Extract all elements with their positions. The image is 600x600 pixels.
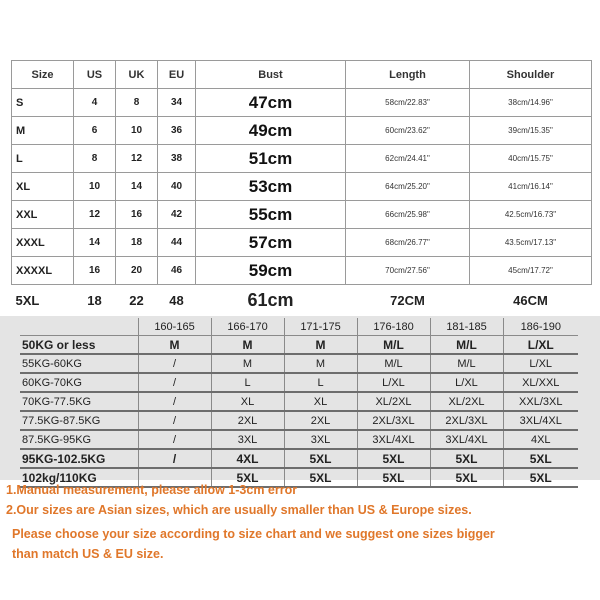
recommended-size: M [284, 336, 357, 355]
recommended-size: L/XL [503, 354, 578, 373]
weight-range: 102kg/110KG [20, 468, 138, 487]
note-asian-sizes: 2.Our sizes are Asian sizes, which are usually smaller than US & Europe sizes. [6, 503, 472, 517]
row-eu: 38 [158, 145, 196, 173]
recommended-size: XL [284, 392, 357, 411]
row-eu: 42 [158, 201, 196, 229]
row-uk: 12 [116, 145, 158, 173]
row-us: 10 [74, 173, 116, 201]
recommended-size: 3XL/4XL [503, 411, 578, 430]
recommended-size: L/XL [357, 373, 430, 392]
recommended-size: / [138, 354, 211, 373]
recommended-size: 5XL [430, 449, 503, 468]
size-row [12, 145, 592, 173]
recommended-size: 3XL [211, 430, 284, 449]
size-row [12, 117, 592, 145]
row-shoulder: 45cm/17.72" [470, 257, 592, 285]
row-uk: 16 [116, 201, 158, 229]
row-size: XXXL [12, 229, 74, 257]
recommended-size: M/L [430, 354, 503, 373]
recommended-size: XL/2XL [357, 392, 430, 411]
row-uk: 14 [116, 173, 158, 201]
recommended-size: L [284, 373, 357, 392]
weight-range: 77.5KG-87.5KG [20, 411, 138, 430]
row-bust: 55cm [196, 201, 346, 229]
weight-range: 50KG or less [20, 336, 138, 355]
size-chart-header-row [12, 61, 592, 89]
recommended-size: 5XL [284, 468, 357, 487]
weight-row [20, 373, 578, 392]
row-us: 4 [74, 89, 116, 117]
size-notes [6, 480, 596, 564]
weight-row [20, 336, 578, 355]
row-length: 58cm/22.83" [346, 89, 470, 117]
row-shoulder: 39cm/15.35" [470, 117, 592, 145]
size-row [12, 201, 592, 229]
note-choose-size-cont: than match US & EU size. [12, 547, 164, 561]
size-row [12, 229, 592, 257]
recommended-size: 4XL [503, 430, 578, 449]
row-uk: 22 [129, 292, 144, 308]
recommended-size: M [211, 354, 284, 373]
row-eu: 36 [158, 117, 196, 145]
row-eu: 46 [158, 257, 196, 285]
size-row [12, 257, 592, 285]
recommended-size: M [211, 336, 284, 355]
row-size: XXL [12, 201, 74, 229]
weight-row [20, 392, 578, 411]
recommended-size: M [284, 354, 357, 373]
weight-range: 60KG-70KG [20, 373, 138, 392]
row-us: 18 [87, 292, 102, 308]
row-bust: 53cm [196, 173, 346, 201]
row-size: L [12, 145, 74, 173]
size-row [12, 173, 592, 201]
height-range: 186-190 [503, 318, 578, 336]
note-measurement: 1.Manual measurement, please allow 1-3cm error [6, 483, 298, 497]
row-bust: 61cm [247, 289, 294, 310]
row-bust: 57cm [196, 229, 346, 257]
row-length: 60cm/23.62" [346, 117, 470, 145]
recommended-size: L/XL [430, 373, 503, 392]
row-uk: 10 [116, 117, 158, 145]
recommended-size: / [138, 430, 211, 449]
row-us: 8 [74, 145, 116, 173]
recommended-size: / [138, 373, 211, 392]
height-range: 160-165 [138, 318, 211, 336]
row-uk: 8 [116, 89, 158, 117]
row-us: 14 [74, 229, 116, 257]
recommended-size: 5XL [430, 468, 503, 487]
recommended-size: M/L [357, 354, 430, 373]
recommended-size: XL/2XL [430, 392, 503, 411]
recommended-size: 3XL/4XL [357, 430, 430, 449]
row-uk: 18 [116, 229, 158, 257]
recommended-size: XXL/3XL [503, 392, 578, 411]
row-length: 66cm/25.98" [346, 201, 470, 229]
recommended-size: 4XL [211, 449, 284, 468]
row-eu: 44 [158, 229, 196, 257]
header-uk: UK [116, 61, 158, 89]
row-us: 6 [74, 117, 116, 145]
row-size: XXXXL [12, 257, 74, 285]
weight-range: 55KG-60KG [20, 354, 138, 373]
height-header-row [20, 318, 578, 336]
recommended-size: 5XL [503, 468, 578, 487]
recommended-size: XL/XXL [503, 373, 578, 392]
recommended-size: 5XL [503, 449, 578, 468]
row-size: S [12, 89, 74, 117]
recommended-size: / [138, 392, 211, 411]
weight-row [20, 430, 578, 449]
row-size: 5XL [15, 292, 40, 308]
row-length: 64cm/25.20" [346, 173, 470, 201]
height-range: 166-170 [211, 318, 284, 336]
row-shoulder: 40cm/15.75" [470, 145, 592, 173]
row-shoulder: 38cm/14.96" [470, 89, 592, 117]
header-shoulder: Shoulder [470, 61, 592, 89]
weight-range: 70KG-77.5KG [20, 392, 138, 411]
header-size: Size [12, 61, 74, 89]
note-choose-size: Please choose your size according to size chart and we suggest one sizes bigger [12, 527, 495, 541]
height-range: 171-175 [284, 318, 357, 336]
recommended-size: 5XL [357, 449, 430, 468]
row-us: 12 [74, 201, 116, 229]
row-eu: 34 [158, 89, 196, 117]
row-shoulder: 46CM [513, 292, 548, 308]
row-bust: 59cm [196, 257, 346, 285]
height-header-corner [20, 318, 138, 336]
row-length: 72CM [390, 292, 425, 308]
recommended-size: M [138, 336, 211, 355]
row-length: 68cm/26.77" [346, 229, 470, 257]
recommended-size: 3XL/4XL [430, 430, 503, 449]
height-range: 181-185 [430, 318, 503, 336]
recommended-size: L/XL [503, 336, 578, 355]
header-us: US [74, 61, 116, 89]
recommended-size: / [138, 411, 211, 430]
size-chart-table [11, 60, 592, 315]
row-us: 16 [74, 257, 116, 285]
weight-height-table [20, 318, 578, 488]
size-row [12, 285, 592, 316]
recommended-size: 5XL [284, 449, 357, 468]
recommended-size: M/L [357, 336, 430, 355]
row-bust: 49cm [196, 117, 346, 145]
row-bust: 47cm [196, 89, 346, 117]
row-length: 62cm/24.41" [346, 145, 470, 173]
weight-row [20, 449, 578, 468]
height-range: 176-180 [357, 318, 430, 336]
weight-row [20, 411, 578, 430]
row-uk: 20 [116, 257, 158, 285]
weight-range: 95KG-102.5KG [20, 449, 138, 468]
row-length: 70cm/27.56" [346, 257, 470, 285]
recommended-size: 5XL [357, 468, 430, 487]
row-shoulder: 41cm/16.14" [470, 173, 592, 201]
recommended-size: / [138, 449, 211, 468]
weight-range: 87.5KG-95KG [20, 430, 138, 449]
recommended-size: XL [211, 392, 284, 411]
weight-height-chart [0, 316, 600, 485]
header-eu: EU [158, 61, 196, 89]
row-size: XL [12, 173, 74, 201]
row-bust: 51cm [196, 145, 346, 173]
row-shoulder: 43.5cm/17.13" [470, 229, 592, 257]
row-size: M [12, 117, 74, 145]
recommended-size: 2XL [211, 411, 284, 430]
row-eu: 48 [169, 292, 184, 308]
header-length: Length [346, 61, 470, 89]
recommended-size: M/L [430, 336, 503, 355]
row-shoulder: 42.5cm/16.73" [470, 201, 592, 229]
weight-row [20, 354, 578, 373]
recommended-size: 2XL/3XL [430, 411, 503, 430]
recommended-size: L [211, 373, 284, 392]
row-eu: 40 [158, 173, 196, 201]
recommended-size: 2XL/3XL [357, 411, 430, 430]
header-bust: Bust [196, 61, 346, 89]
recommended-size: 3XL [284, 430, 357, 449]
size-row [12, 89, 592, 117]
recommended-size: 5XL [211, 468, 284, 487]
recommended-size: 2XL [284, 411, 357, 430]
